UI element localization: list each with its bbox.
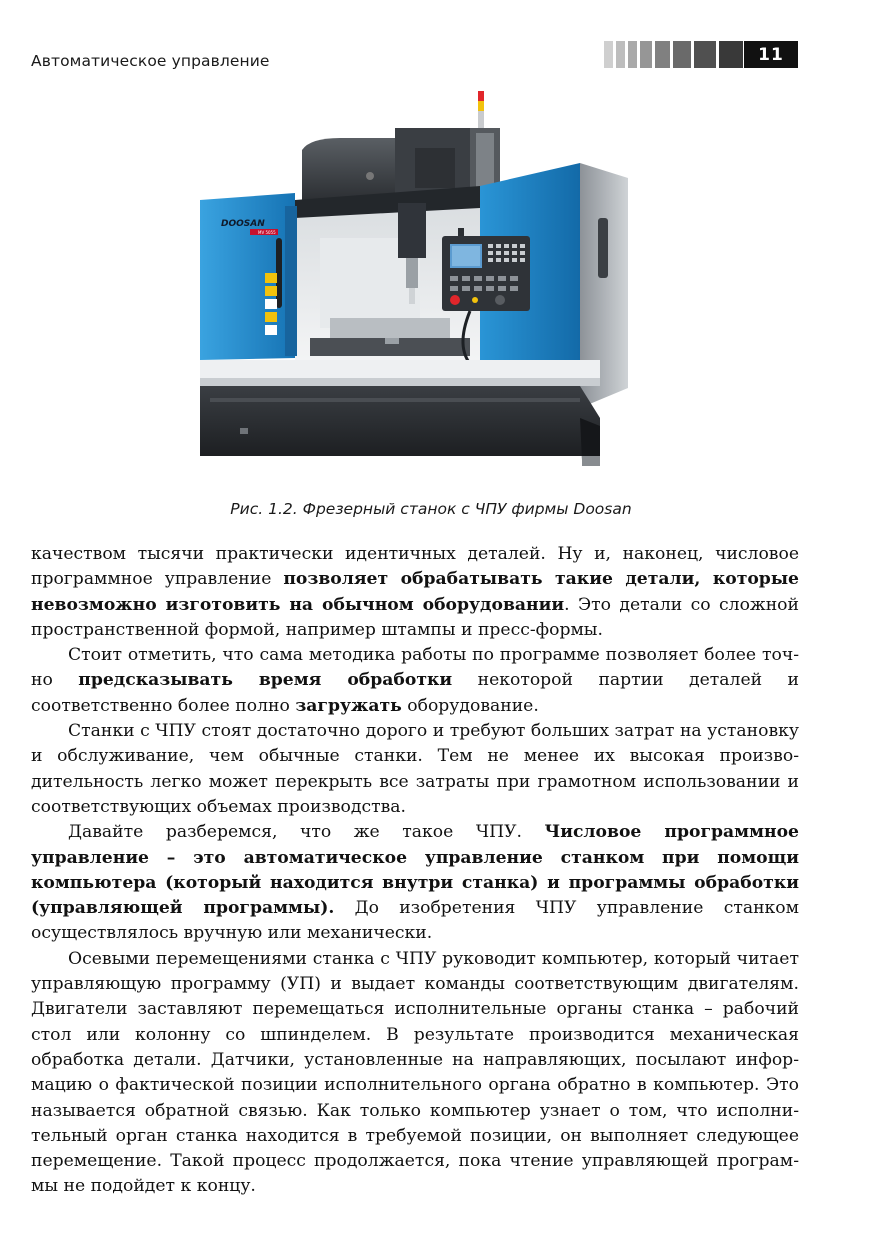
body-text — [31, 542, 799, 1200]
model-label: MV 5055 — [258, 230, 276, 235]
figure-caption: Рис. 1.2. Фрезерный станок с ЧПУ фирмы Doosan — [230, 500, 632, 518]
paragraph-4: Давайте разберемся, что же такое ЧПУ. Числовое программное управление – это автоматическое управление станком при помощи компьютера (который находится внутри станка) и программы обработки (управляющей программы). До изобретения ЧПУ управление станком осуществлялось вручную или механически. — [31, 822, 799, 944]
paragraph-2: Стоит отметить, что сама методика работы по программе позволяет более точно предсказывать время обработки некоторой партии деталей и соответственно более полно загружать оборудование. — [31, 645, 799, 716]
paragraph-1: качеством тысячи практически идентичных деталей. Ну и, наконец, числовое программное управление позволяет обрабатывать такие детали, которые невозможно изготовить на обычном оборудовании. Это детали со сложной пространственной формой, например штампы и пресс-формы. — [31, 544, 799, 640]
page-number: 11 — [744, 41, 798, 68]
paragraph-5: Осевыми перемещениями станка с ЧПУ руководит компьютер, который читает управляющую программу (УП) и выдает команды соответствующим двигателям. Двигатели заставляют перемещаться исполнительные органы станка – рабочий стол или колонну со шпинделем. В результате производится механическая обработка детали. Датчики, установленные на направляющих, посылают информацию о фактической позиции исполнительного органа обратно в компьютер. Это называется обратной связью. Как только компьютер узнает о том, что исполнительный орган станка находится в требуемой позиции, он выполняет следующее перемещение. Такой процесс продолжается, пока чтение управляющей программы не подойдет к концу. — [31, 948, 799, 1197]
brand-label: DOOSAN — [221, 219, 265, 229]
cnc-machine-figure — [180, 88, 640, 488]
running-title: Автоматическое управление — [31, 52, 270, 70]
cnc-machine-illustration — [180, 88, 640, 488]
paragraph-3: Станки с ЧПУ стоят достаточно дорого и требуют больших затрат на установку и обслуживание, чем обычные станки. Тем не менее их высокая производительность легко может перекрыть все затраты при грамотном использовании и соответствующих объемах производства. — [31, 721, 799, 817]
